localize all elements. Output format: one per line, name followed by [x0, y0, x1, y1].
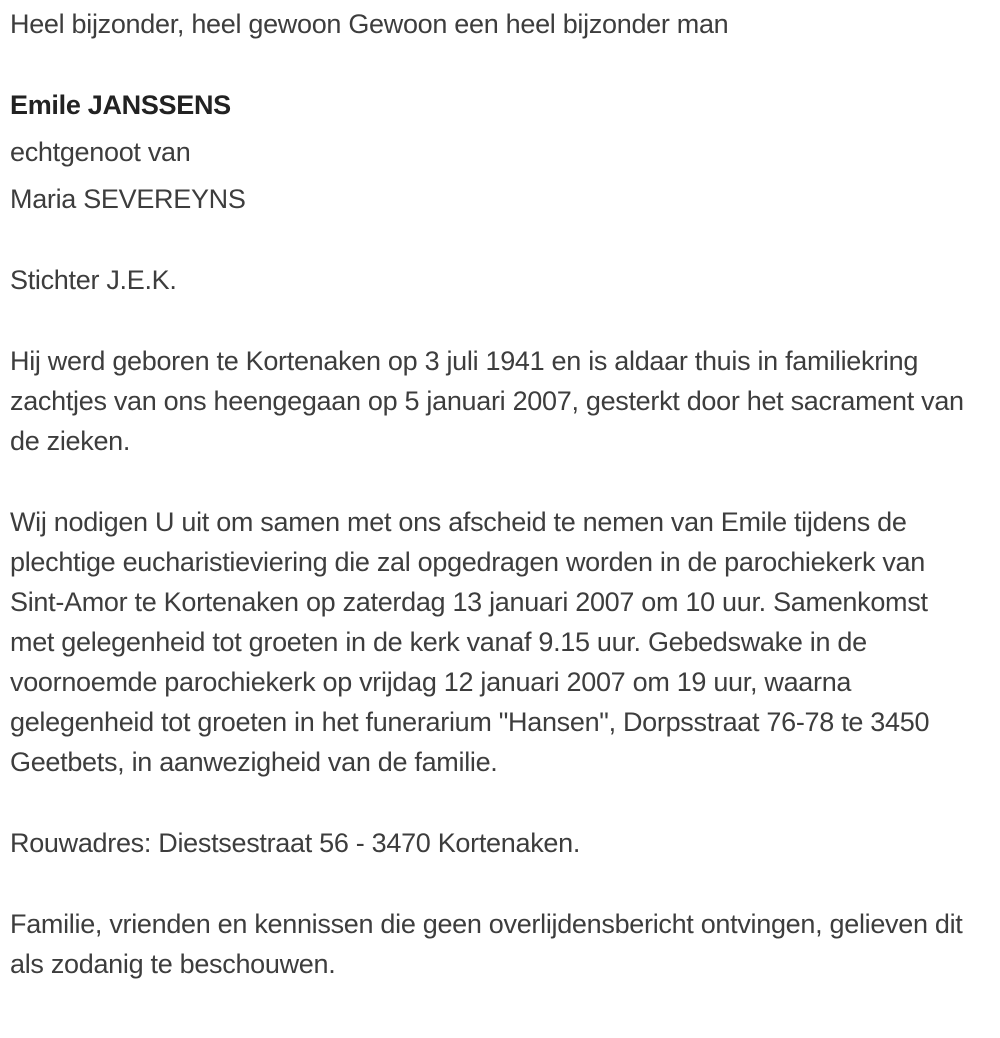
deceased-name: Emile JANSSENS	[10, 90, 231, 120]
ceremony-paragraph: Wij nodigen U uit om samen met ons afscheid te nemen van Emile tijdens de plechtige eucharistieviering die zal opgedragen worden in de parochiekerk van Sint-Amor te Kortenaken op zaterdag 13 januari 2007 om 10 uur. Samenkomst met gelegenheid tot groeten in de kerk vanaf 9.15 uur. Gebedswake in de voornoemde parochiekerk op vrijdag 12 januari 2007 om 19 uur, waarna gelegenheid tot groeten in het funerarium "Hansen", Dorpsstraat 76-78 te 3450 Geetbets, in aanwezigheid van de familie.	[10, 507, 930, 777]
birth-death-paragraph: Hij werd geboren te Kortenaken op 3 juli 1941 en is aldaar thuis in familiekring zachtjes van ons heengegaan op 5 januari 2007, gesterkt door het sacrament van de zieken.	[10, 346, 964, 456]
relation-label: echtgenoot van	[10, 137, 191, 167]
mourning-address: Rouwadres: Diestsestraat 56 - 3470 Kortenaken.	[10, 828, 581, 858]
motto-line: Heel bijzonder, heel gewoon Gewoon een heel bijzonder man	[10, 9, 729, 39]
founder-title: Stichter J.E.K.	[10, 265, 177, 295]
spouse-name: Maria SEVEREYNS	[10, 184, 246, 214]
notice-paragraph: Familie, vrienden en kennissen die geen overlijdensbericht ontvingen, gelieven dit als zodanig te beschouwen.	[10, 909, 963, 979]
